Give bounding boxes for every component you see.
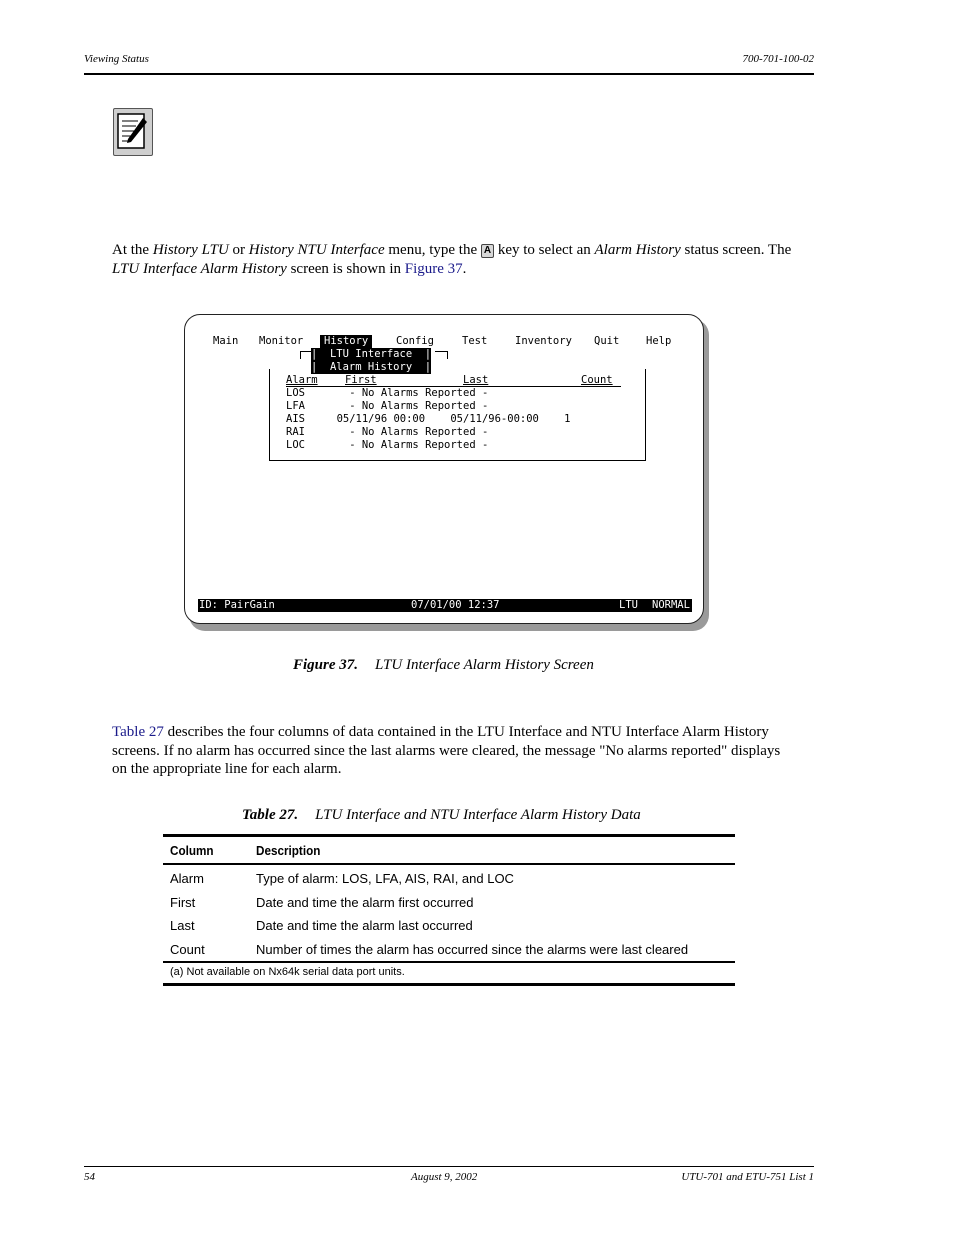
footer-product: UTU-701 and ETU-751 List 1 xyxy=(681,1171,814,1183)
page-number: 54 xyxy=(84,1171,95,1183)
paragraph-text: screens. If no alarm has occurred since the last alarms were cleared, the message "No alarms reported" displays xyxy=(112,742,781,759)
header-rule xyxy=(84,73,814,75)
submenu-alarm-history[interactable]: | Alarm History | xyxy=(311,361,432,373)
alarm-history-panel xyxy=(269,369,646,461)
alarm-row: LOS - No Alarms Reported - xyxy=(286,387,489,399)
intro-text: screen is shown in xyxy=(286,260,405,277)
alarm-row: LOC - No Alarms Reported - xyxy=(286,439,489,451)
table-bottom-rule xyxy=(163,983,735,986)
footer-rule xyxy=(84,1166,814,1167)
menu-history[interactable]: History xyxy=(320,335,372,348)
table-header-row xyxy=(163,837,735,863)
paragraph-text: describes the four columns of data contained in the LTU Interface and NTU Interface Alarm History xyxy=(163,724,769,740)
intro-text: . xyxy=(462,260,467,277)
alarm-row: AIS 05/11/96 00:00 05/11/96-00:00 1 xyxy=(286,413,571,425)
cell-column: Alarm xyxy=(170,871,204,886)
menu-main[interactable]: Main xyxy=(213,335,239,347)
intro-paragraph xyxy=(112,241,822,278)
status-id: ID: PairGain xyxy=(199,599,275,611)
submenu-bracket-right xyxy=(435,351,448,359)
table-row xyxy=(163,938,735,962)
intro-text: At the xyxy=(112,242,153,258)
submenu-ltu-interface[interactable]: | LTU Interface | xyxy=(311,348,432,360)
menu-config[interactable]: Config xyxy=(396,335,434,347)
status-mode: NORMAL xyxy=(652,599,690,611)
intro-text: key to select an xyxy=(494,242,595,258)
intro-text: menu, type the xyxy=(384,242,481,258)
col-last-header: Last xyxy=(463,374,489,386)
table-header-rule xyxy=(163,863,735,865)
menu-monitor[interactable]: Monitor xyxy=(259,335,304,347)
table-row xyxy=(163,914,735,938)
cell-description: Number of times the alarm has occurred since the alarms were last cleared xyxy=(256,941,689,957)
status-bar xyxy=(198,599,692,612)
figure-caption xyxy=(293,657,594,674)
menu-inventory[interactable]: Inventory xyxy=(515,335,572,347)
table-footnote-row xyxy=(163,963,735,983)
alarm-history-ref: Alarm History xyxy=(594,242,681,258)
figure-title: LTU Interface Alarm History Screen xyxy=(375,657,594,673)
col-first-header: First xyxy=(345,374,377,386)
menu-test[interactable]: Test xyxy=(462,335,488,347)
history-ntu-ref: History NTU Interface xyxy=(248,242,385,258)
paragraph-text: on the appropriate line for each alarm. xyxy=(112,761,342,777)
cell-description: Date and time the alarm last occurred xyxy=(256,918,473,933)
alarm-history-data-table xyxy=(163,834,735,986)
table-row xyxy=(163,867,735,891)
figure-37-link[interactable]: Figure 37 xyxy=(404,260,463,277)
status-unit: LTU xyxy=(619,599,638,611)
running-header-left: Viewing Status xyxy=(84,53,149,65)
menu-help[interactable]: Help xyxy=(646,335,672,347)
table-27-link[interactable]: Table 27 xyxy=(112,724,164,740)
terminal-screen xyxy=(184,314,704,624)
col-count-header: Count xyxy=(581,374,613,386)
alarm-row: LFA - No Alarms Reported - xyxy=(286,400,489,412)
alarm-row: RAI - No Alarms Reported - xyxy=(286,426,489,438)
col-alarm-header: Alarm xyxy=(286,374,318,386)
header-description: Description xyxy=(256,843,321,858)
status-datetime: 07/01/00 12:37 xyxy=(411,599,500,611)
footer-date: August 9, 2002 xyxy=(411,1171,478,1183)
history-ltu-ref: History LTU xyxy=(152,242,229,258)
cell-column: First xyxy=(170,894,196,910)
a-key-icon: A xyxy=(481,244,494,258)
screen-name-ref: LTU Interface Alarm History xyxy=(112,260,287,277)
running-header-right: 700-701-100-02 xyxy=(742,53,814,65)
table-footnote: (a) Not available on Nx64k serial data port units. xyxy=(170,966,405,978)
table-description-paragraph xyxy=(112,723,822,779)
table-row xyxy=(163,891,735,915)
intro-text: status screen. The xyxy=(680,242,792,258)
cell-description: Date and time the alarm first occurred xyxy=(256,894,474,910)
figure-number: Figure 37. xyxy=(293,657,359,673)
menu-quit[interactable]: Quit xyxy=(594,335,620,347)
intro-text: or xyxy=(228,242,249,258)
cell-column: Last xyxy=(170,918,195,933)
cell-description: Type of alarm: LOS, LFA, AIS, RAI, and LOC xyxy=(256,871,514,886)
note-icon xyxy=(113,108,153,156)
table-number: Table 27. xyxy=(242,807,299,823)
table-title: LTU Interface and NTU Interface Alarm History Data xyxy=(315,807,641,823)
cell-column: Count xyxy=(170,941,205,957)
table-caption xyxy=(242,807,641,824)
header-column: Column xyxy=(170,843,214,858)
